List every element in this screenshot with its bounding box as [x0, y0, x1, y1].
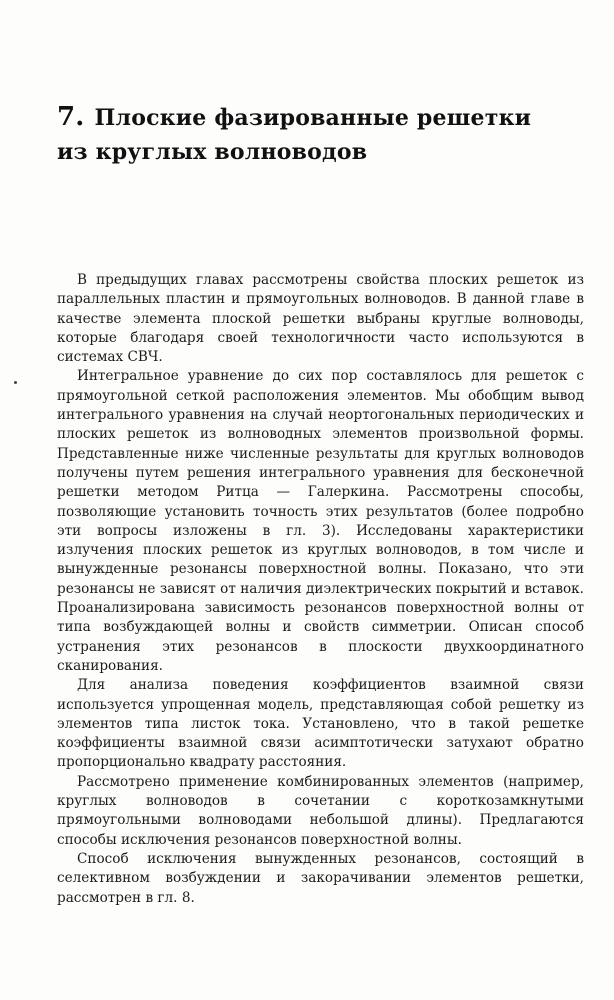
paragraph-integral-equation: Интегральное уравнение до сих пор составлялось для решеток с прямоугольной сеткой расположения элементов. Мы обобщим вывод интегрального уравнения на случай неортогональных периодических и плоских решеток из волноводных элементов произвольной формы. Представленные ниже численные результаты для круглых волноводов получены путем решения интегрального уравнения для бесконечной решетки методом Ритца — Галеркина. Рассмотрены способы, позволяющие установить точность этих результатов (более подробно эти вопросы изложены в гл. 3). Исследованы характеристики излучения плоских решеток из круглых волноводов, в том числе и вынужденные резонансы поверхностной волны. Показано, что эти резонансы не зависят от наличия диэлектрических покрытий и вставок. Проанализирована зависимость резонансов поверхностной волны от типа возбуждающей волны и свойств симметрии. Описан способ устранения этих резонансов в плоскости двухкоординатного сканирования.	[57, 368, 584, 674]
paragraph-combined-elements: Рассмотрено применение комбинированных элементов (например, круглых волноводов в сочетании с короткозамкнутыми прямоугольными волноводами небольшой длины). Предлагаются способы исключения резонансов поверхностной волны.	[57, 773, 584, 848]
print-speck	[14, 381, 17, 384]
paragraph-resonance-removal: Способ исключения вынужденных резонансов, состоящий в селективном возбуждении и закорачивании элементов решетки, рассмотрен в гл. 8.	[57, 850, 584, 906]
chapter-number: 7.	[57, 102, 85, 132]
chapter-heading-line-1	[57, 100, 577, 135]
chapter-body	[57, 271, 584, 908]
chapter-heading	[57, 100, 577, 169]
chapter-title-line-1: Плоские фазированные решетки	[94, 105, 532, 131]
paragraph-intro: В предыдущих главах рассмотрены свойства плоских решеток из параллельных пластин и прямоугольных волноводов. В данной главе в качестве элемента плоской решетки выбраны круглые волноводы, которые благодаря своей технологичности часто используются в системах СВЧ.	[57, 272, 584, 366]
paragraph-mutual-coupling: Для анализа поведения коэффициентов взаимной связи используется упрощенная модель, представляющая собой решетку из элементов типа листок тока. Установлено, что в такой решетке коэффициенты взаимной связи асимптотически затухают обратно пропорционально квадрату расстояния.	[57, 677, 584, 771]
chapter-title-line-2: из круглых волноводов	[57, 139, 368, 165]
